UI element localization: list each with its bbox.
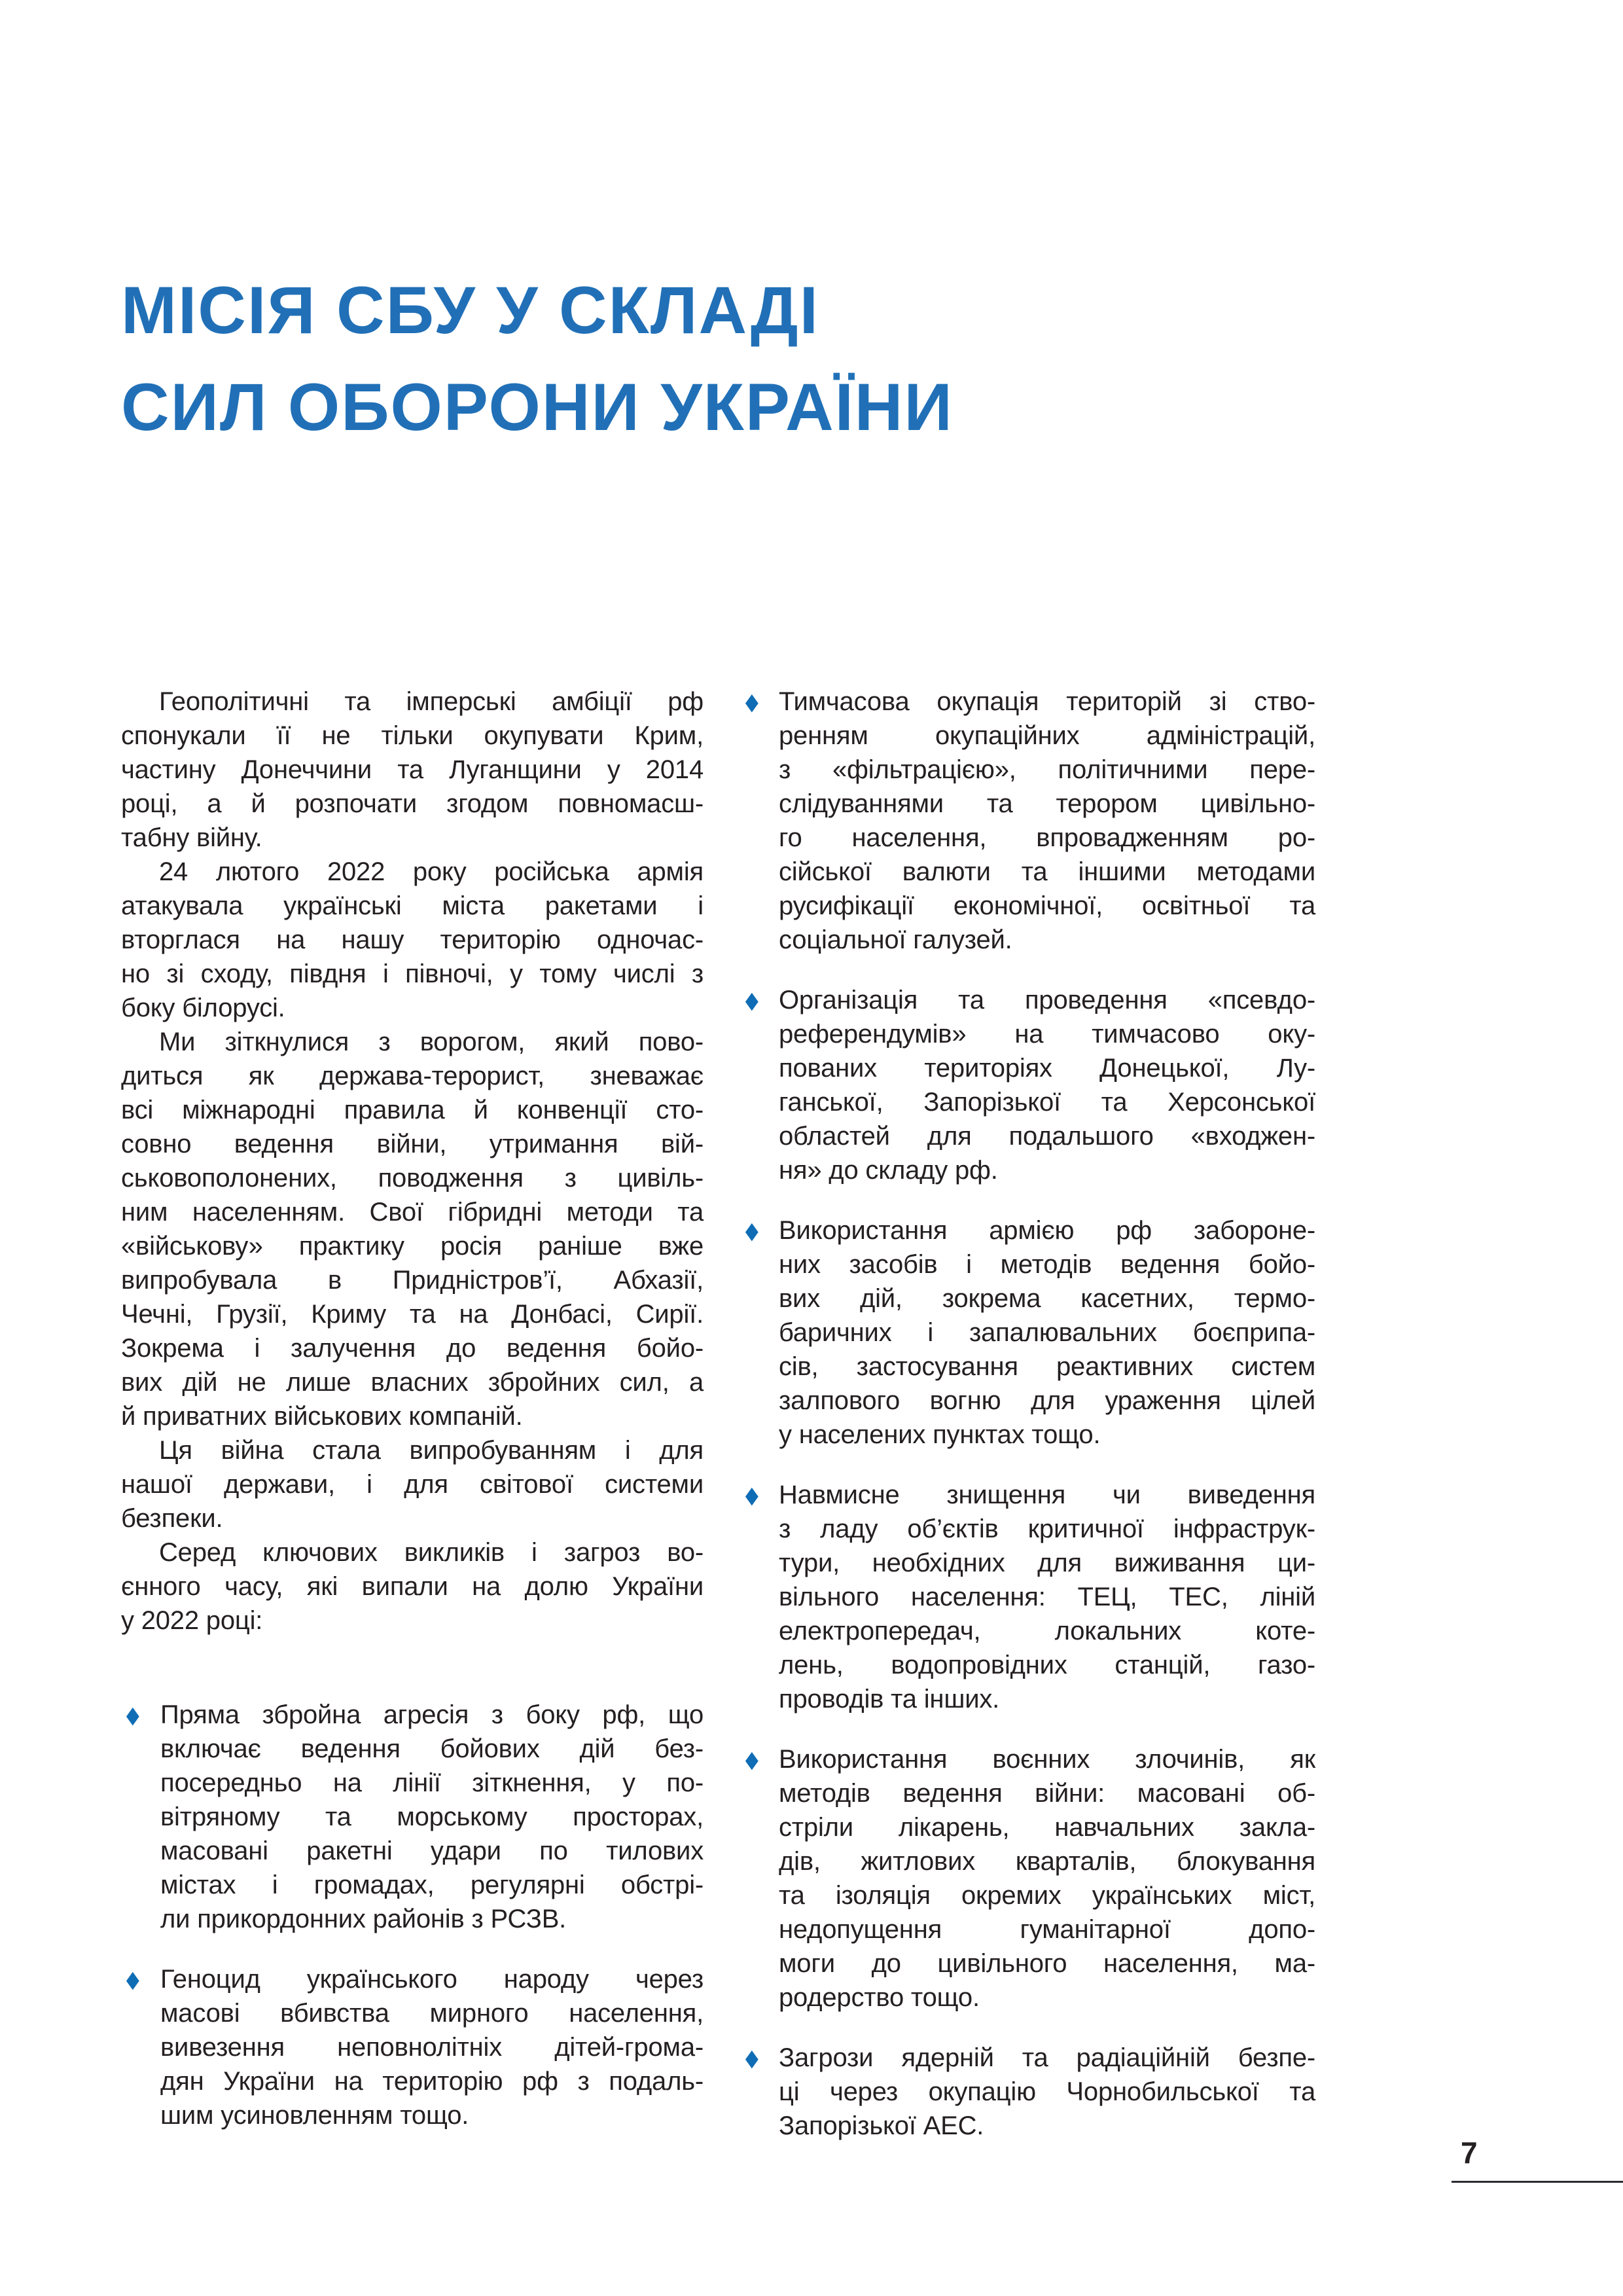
text-line: табну війну. xyxy=(121,823,262,852)
text-line: Організація та проведення «псевдо- xyxy=(779,986,1315,1014)
text-line: референдумів» на тимчасово оку- xyxy=(779,1020,1315,1049)
bullet-item xyxy=(121,1962,704,2132)
text-line: сійської валюти та іншими методами xyxy=(779,857,1315,886)
bullet-item xyxy=(743,685,1315,957)
bullet-text xyxy=(160,1962,704,2132)
text-line: ськовополонених, поводження з цивіль- xyxy=(121,1164,704,1193)
text-line: методів ведення війни: масовані об- xyxy=(779,1779,1315,1808)
diamond-bullet-icon: ◆ xyxy=(745,1481,758,1508)
diamond-bullet-icon: ◆ xyxy=(126,1965,139,1992)
text-line: нашої держави, і для світової системи xyxy=(121,1470,704,1499)
text-line: ня» до складу рф. xyxy=(779,1156,998,1185)
diamond-bullet-icon: ◆ xyxy=(745,1217,758,1244)
text-line: диться як держава-терорист, зневажає xyxy=(121,1062,704,1090)
text-line: Використання армією рф забороне- xyxy=(779,1216,1315,1245)
text-line: Чечні, Грузії, Криму та на Донбасі, Сирії. xyxy=(121,1300,704,1329)
text-line: у населених пунктах тощо. xyxy=(779,1420,1101,1449)
bullet-list xyxy=(121,1698,704,2132)
bullet-text xyxy=(779,1478,1315,1716)
text-line: русифікації економічної, освітньої та xyxy=(779,891,1315,920)
content-columns xyxy=(121,685,1315,2169)
bullet-text xyxy=(779,1213,1315,1452)
text-line: всі міжнародні правила й конвенції сто- xyxy=(121,1096,704,1124)
page-number: 7 xyxy=(1461,2136,1478,2170)
right-column xyxy=(743,685,1315,2169)
diamond-bullet-icon: ◆ xyxy=(745,986,758,1013)
text-line: безпеки. xyxy=(121,1504,223,1533)
text-line: го населення, впровадженням ро- xyxy=(779,823,1315,852)
bullet-item xyxy=(121,1698,704,1936)
page-title xyxy=(121,262,954,456)
text-line: но зі сходу, півдня і півночі, у тому числі з xyxy=(121,960,704,988)
text-line: році, а й розпочати згодом повномасш- xyxy=(121,789,704,818)
text-line: вільного населення: ТЕЦ, ТЕС, ліній xyxy=(779,1583,1315,1611)
text-line: ним населенням. Свої гібридні методи та xyxy=(121,1198,704,1227)
paragraph xyxy=(121,1025,704,1433)
text-line: посередньо на лінії зіткнення, у по- xyxy=(160,1768,704,1797)
text-line: вторглася на нашу територію одночас- xyxy=(121,925,704,954)
text-line: залпового вогню для ураження цілей xyxy=(779,1386,1315,1415)
text-line: Геополітичні та імперські амбіції рф xyxy=(159,687,704,716)
text-line: єнного часу, які випали на долю України xyxy=(121,1572,704,1601)
text-line: у 2022 році: xyxy=(121,1606,263,1635)
diamond-bullet-icon: ◆ xyxy=(126,1701,139,1728)
text-line: Тимчасова окупація територій зі ство- xyxy=(779,687,1315,716)
text-line: вітряному та морському просторах, xyxy=(160,1803,704,1831)
footer-rule xyxy=(1452,2181,1623,2183)
page-footer xyxy=(1452,2135,1623,2183)
text-line: включає ведення бойових дій без- xyxy=(160,1734,704,1763)
text-line: дів, житлових кварталів, блокування xyxy=(779,1847,1315,1876)
text-line: совно ведення війни, утримання вій- xyxy=(121,1130,704,1158)
bullet-list xyxy=(743,685,1315,2143)
diamond-bullet-icon: ◆ xyxy=(745,1746,758,1772)
text-line: містах і громадах, регулярні обстрі- xyxy=(160,1871,704,1899)
bullet-item xyxy=(743,983,1315,1187)
title-line-1: МІСІЯ СБУ У СКЛАДІ xyxy=(121,273,819,348)
bullet-item xyxy=(743,1478,1315,1716)
text-line: ці через окупацію Чорнобильської та xyxy=(779,2077,1315,2106)
title-line-2: СИЛ ОБОРОНИ УКРАЇНИ xyxy=(121,370,954,444)
bullet-text xyxy=(779,983,1315,1187)
text-line: областей для подальшого «входжен- xyxy=(779,1122,1315,1151)
text-line: та ізоляція окремих українських міст, xyxy=(779,1881,1315,1910)
paragraph xyxy=(121,1433,704,1535)
text-line: слідуваннями та терором цивільно- xyxy=(779,789,1315,818)
text-line: Навмисне знищення чи виведення xyxy=(779,1480,1315,1509)
text-line: вивезення неповнолітніх дітей-грома- xyxy=(160,2033,704,2062)
text-line: Ми зіткнулися з ворогом, який пово- xyxy=(159,1028,704,1056)
text-line: з ладу об’єктів критичної інфраструк- xyxy=(779,1515,1315,1543)
text-line: Ця війна стала випробуванням і для xyxy=(159,1436,704,1465)
text-line: сів, застосування реактивних систем xyxy=(779,1352,1315,1381)
text-line: ли прикордонних районів з РСЗВ. xyxy=(160,1905,567,1933)
bullet-text xyxy=(779,2041,1315,2143)
text-line: 24 лютого 2022 року російська армія xyxy=(159,857,704,886)
text-line: недопущення гуманітарної допо- xyxy=(779,1915,1315,1944)
text-line: спонукали її не тільки окупувати Крим, xyxy=(121,721,704,750)
text-line: лень, водопровідних станцій, газо- xyxy=(779,1651,1315,1679)
bullet-text xyxy=(160,1698,704,1936)
bullet-item xyxy=(743,2041,1315,2143)
text-line: Загрози ядерній та радіаційній безпе- xyxy=(779,2043,1315,2072)
diamond-bullet-icon: ◆ xyxy=(745,688,758,715)
diamond-bullet-icon: ◆ xyxy=(745,2044,758,2071)
text-line: ганської, Запорізької та Херсонської xyxy=(779,1088,1315,1117)
paragraph xyxy=(121,1535,704,1638)
text-line: «військову» практику росія раніше вже xyxy=(121,1232,704,1261)
text-line: пованих територіях Донецької, Лу- xyxy=(779,1054,1315,1083)
text-line: стріли лікарень, навчальних закла- xyxy=(779,1813,1315,1842)
bullet-item xyxy=(743,1742,1315,2015)
bullet-item xyxy=(743,1213,1315,1452)
text-line: випробувала в Придністров’ї, Абхазії, xyxy=(121,1266,704,1295)
text-line: соціальної галузей. xyxy=(779,925,1012,954)
text-line: них засобів і методів ведення бойо- xyxy=(779,1250,1315,1279)
text-line: дян України на територію рф з подаль- xyxy=(160,2067,704,2096)
text-line: атакувала українські міста ракетами і xyxy=(121,891,704,920)
text-line: Використання воєнних злочинів, як xyxy=(779,1745,1315,1774)
text-line: Зокрема і залучення до ведення бойо- xyxy=(121,1334,704,1363)
text-line: проводів та інших. xyxy=(779,1685,1000,1713)
text-line: Геноцид українського народу через xyxy=(160,1965,704,1994)
text-line: ренням окупаційних адміністрацій, xyxy=(779,721,1315,750)
paragraph xyxy=(121,685,704,855)
left-column xyxy=(121,685,704,2169)
text-line: з «фільтрацією», політичними пере- xyxy=(779,755,1315,784)
text-line: Серед ключових викликів і загроз во- xyxy=(159,1538,704,1567)
text-line: тури, необхідних для виживання ци- xyxy=(779,1549,1315,1577)
text-line: Запорізької АЕС. xyxy=(779,2111,984,2140)
text-line: частину Донеччини та Луганщини у 2014 xyxy=(121,755,704,784)
paragraph xyxy=(121,855,704,1025)
text-line: шим усиновленням тощо. xyxy=(160,2101,469,2130)
text-line: електропередач, локальних коте- xyxy=(779,1617,1315,1645)
text-line: баричних і запалювальних боєприпа- xyxy=(779,1318,1315,1347)
text-line: й приватних військових компаній. xyxy=(121,1402,523,1431)
text-line: масові вбивства мирного населення, xyxy=(160,1999,704,2028)
text-line: родерство тощо. xyxy=(779,1983,980,2012)
text-line: масовані ракетні удари по тилових xyxy=(160,1837,704,1865)
text-line: вих дій, зокрема касетних, термо- xyxy=(779,1284,1315,1313)
text-line: моги до цивільного населення, ма- xyxy=(779,1949,1315,1978)
bullet-text xyxy=(779,685,1315,957)
bullet-text xyxy=(779,1742,1315,2015)
text-line: Пряма збройна агресія з боку рф, що xyxy=(160,1700,704,1729)
text-line: вих дій не лише власних збройних сил, а xyxy=(121,1368,704,1397)
text-line: боку білорусі. xyxy=(121,994,285,1022)
